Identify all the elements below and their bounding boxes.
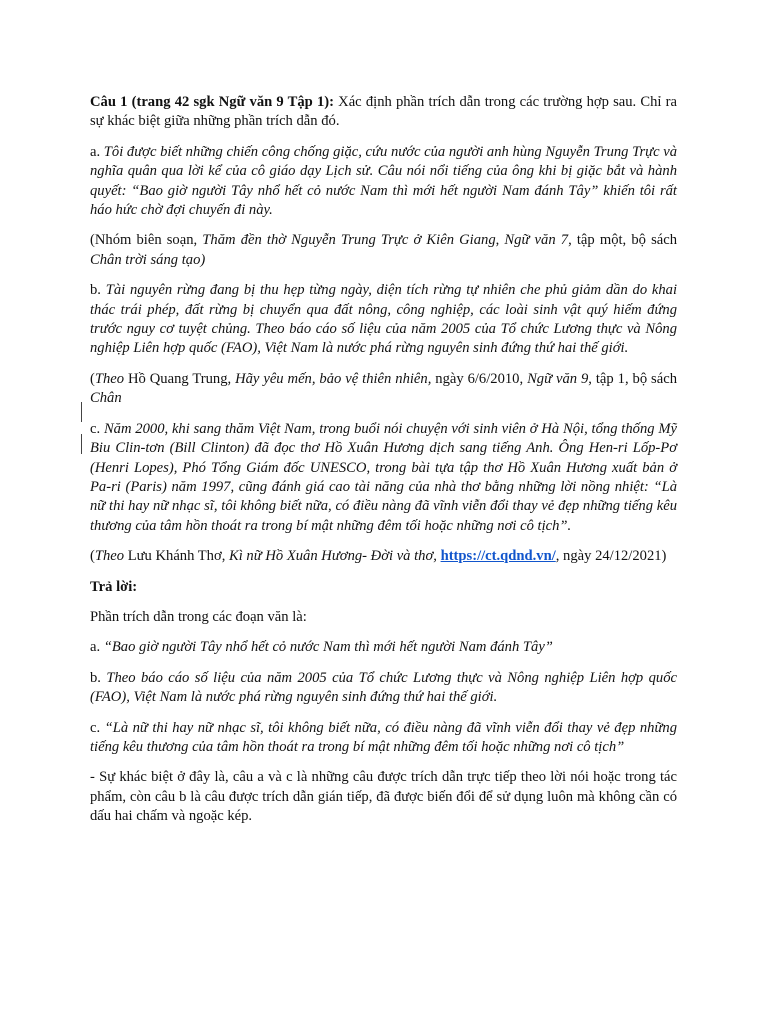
item-c-text: Năm 2000, khi sang thăm Việt Nam, trong buổi nói chuyện với sinh viên ở Hà Nội, tổng thống Mỹ Biu Clin-tơn (Bill Clinton) đã đọc thơ Hồ Xuân Hương dịch sang tiếng Anh. Ông Hen-ri Lốp-Pơ (Henri Lopes), Phó Tổng Giám đốc UNESCO, trong bài tựa tập thơ Hồ Xuân Hương xuất bản ở Pa-ri (Paris) năm 1997, cũng đánh giá cao tài năng của nhà thơ bằng những lời nồng nhiệt: “Là nữ thi hay nữ nhạc sĩ, tôi không biết nữa, có điều nàng đã vĩnh viễn đổi thay vẻ đẹp những tiếng kêu thương của tâm hồn thoát ra trong bí mật những đêm tối hoặc những nơi cô tịch”. <box>90 420 677 534</box>
source-a-part: , tập một, bộ sách <box>568 232 678 249</box>
source-b-part: , tập 1, bộ sách <box>588 370 677 387</box>
answer-b-paragraph <box>90 669 677 708</box>
item-a-paragraph <box>90 143 677 221</box>
conclusion-paragraph: - Sự khác biệt ở đây là, câu a và c là những câu được trích dẫn trực tiếp theo lời nói hoặc trong tác phẩm, còn câu b là câu được trích dẫn gián tiếp, đã được biến đổi để sử dụng luôn mà không cần có dấu hai chấm và ngoặc kép. <box>90 769 677 825</box>
item-b-prefix: b. <box>90 282 106 299</box>
answer-heading-text: Trả lời: <box>90 578 138 595</box>
answer-c-prefix: c. <box>90 719 105 736</box>
question-text: Xác định phần trích dẫn trong các trường hợp sau. Chỉ ra sự khác biệt giữa những phần trích dẫn đó. <box>90 94 677 130</box>
question-label: Câu 1 (trang 42 sgk Ngữ văn 9 Tập 1): <box>90 94 334 110</box>
answer-a-prefix: a. <box>90 639 104 656</box>
source-a-part: , <box>495 232 505 249</box>
answer-a-text: “Bao giờ người Tây nhổ hết cỏ nước Nam thì mới hết người Nam đánh Tây” <box>103 639 553 656</box>
item-b-paragraph <box>90 281 677 359</box>
source-b-paragraph <box>90 370 677 409</box>
answer-intro: Phần trích dẫn trong các đoạn văn là: <box>90 608 307 625</box>
source-a-book: Ngữ văn 7 <box>504 232 569 249</box>
answer-c-text: “Là nữ thi hay nữ nhạc sĩ, tôi không biết nữa, có điều nàng đã vĩnh viễn đổi thay vẻ đẹp những tiếng kêu thương của tâm hồn thoát ra trong bí mật những đêm tối hoặc những nơi cô tịch” <box>90 719 677 755</box>
question-paragraph <box>90 93 677 132</box>
source-b-part: ( <box>90 370 95 387</box>
source-b-theo: Theo <box>94 370 125 387</box>
source-a-part: (Nhóm biên soạn, <box>90 232 203 249</box>
source-b-series: Chân <box>90 390 122 407</box>
source-c-link[interactable]: https://ct.qdnd.vn/ <box>440 548 556 565</box>
item-c-paragraph <box>90 420 677 536</box>
source-a-title: Thăm đền thờ Nguyễn Trung Trực ở Kiên Giang <box>202 232 496 249</box>
answer-b-prefix: b. <box>90 669 107 686</box>
revision-bar <box>81 434 82 454</box>
source-a-series: Chân trời sáng tạo) <box>90 251 206 268</box>
source-c-part: , ngày 24/12/2021) <box>555 548 667 565</box>
source-c-theo: Theo <box>94 548 125 565</box>
source-b-book: Ngữ văn 9 <box>527 370 589 387</box>
answer-heading <box>90 578 677 597</box>
source-b-part: ngày 6/6/2010, <box>431 370 528 387</box>
source-b-title: Hãy yêu mến, bảo vệ thiên nhiên, <box>235 370 432 387</box>
source-c-part: Lưu Khánh Thơ, <box>124 548 229 565</box>
item-a-prefix: a. <box>90 143 104 160</box>
answer-b-text: Theo báo cáo số liệu của năm 2005 của Tổ chức Lương thực và Nông nghiệp Liên hợp quốc (FAO), Việt Nam là nước phá rừng nguyên sinh đứng thứ hai thế giới. <box>90 669 677 706</box>
document-page <box>90 93 677 838</box>
source-a-paragraph <box>90 231 677 270</box>
source-c-part: ( <box>90 548 95 565</box>
revision-bar <box>81 402 82 422</box>
item-b-text: Tài nguyên rừng đang bị thu hẹp từng ngày, diện tích rừng tự nhiên che phủ giảm dần do khai thác trái phép, đất rừng bị chuyển qua đất nông, công nghiệp, các loài sinh vật quý hiếm đứng trước nguy cơ tuyệt chủng. Theo báo cáo số liệu của năm 2005 của Tổ chức Lương thực và Nông nghiệp Liên hợp quốc (FAO), Việt Nam là nước phá rừng nguyên sinh đứng thứ hai thế giới. <box>90 282 678 357</box>
source-c-title: Kì nữ Hồ Xuân Hương- Đời và thơ, <box>229 548 437 565</box>
answer-a-paragraph <box>90 638 677 657</box>
source-c-paragraph <box>90 547 677 566</box>
item-c-prefix: c. <box>90 420 104 437</box>
source-b-part: Hồ Quang Trung, <box>124 370 236 387</box>
answer-c-paragraph <box>90 719 677 758</box>
item-a-text: Tôi được biết những chiến công chống giặc, cứu nước của người anh hùng Nguyễn Trung Trực và nghĩa quân qua lời kể của cô giáo dạy Lịch sử. Câu nói nổi tiếng của ông khi bị giặc bắt và hành quyết: “Bao giờ người Tây nhổ hết cỏ nước Nam thì mới hết người Nam đánh Tây” khiến tôi rất háo hức chờ đợi chuyến đi này. <box>90 143 677 219</box>
